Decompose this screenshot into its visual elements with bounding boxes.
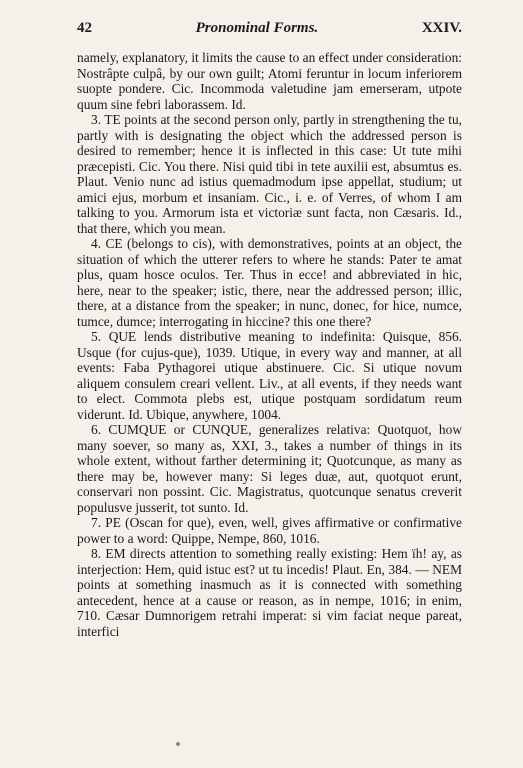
paragraph-continuation: namely, explanatory, it limits the cause to an effect under consideration: Nostrâpte culpâ, by our own guilt; Atomi feruntur in locum inferiorem suopte pondere. Cic. Incommoda valetudine jam emerseram, utpote quum sine febri laborassem. Id. — [77, 50, 462, 112]
paragraph-pe: 7. PE (Oscan for que), even, well, gives affirmative or confirmative power to a word: Quippe, Nempe, 860, 1016. — [77, 515, 462, 546]
paragraph-em: 8. EM directs attention to something really existing: Hem ïh! ay, as interjection: Hem, quid istuc est? ut tu incedis! Plaut. En, 384. — NEM points at something inasmuch as it is connected with something antecedent, hence at a cause or reason, as in nempe, 1016; in enim, 710. Cæsar Dumnorigem retrahi imperat: si vim faciat neque pareat, interfici — [77, 546, 462, 639]
body-text — [77, 50, 462, 639]
page-number: 42 — [77, 20, 92, 36]
page-speck — [176, 742, 180, 746]
paragraph-que: 5. QUE lends distributive meaning to indefinita: Quisque, 856. Usque (for cujus-que), 1039. Utique, in every way and manner, at all events: Faba Pythagorei utique abstinuere. Cic. Si utique novum aliquem consulem creari vellent. Liv., at all events, if they needs want to elect. Commota plebs est, utique postquam sordidatum reum viderunt. Id. Ubique, anywhere, 1004. — [77, 329, 462, 422]
paragraph-ce: 4. CE (belongs to cis), with demonstratives, points at an object, the situation of which the utterer refers to where he stands: Pater te amat plus, quam hosce oculos. Ter. Thus in ecce! and abbreviated in hic, here, near to the speaker; istic, there, near the addressed person; illic, there, at a distance from the speaker; in nunc, donec, for hice, numce, tumce, dumce; interrogating in hiccine? this one there? — [77, 236, 462, 329]
running-title: Pronominal Forms. — [195, 20, 319, 36]
running-header — [77, 20, 462, 44]
section-number: XXIV. — [421, 20, 462, 36]
page — [77, 20, 462, 639]
paragraph-cumque: 6. CUMQUE or CUNQUE, generalizes relativa: Quotquot, how many soever, so many as, XXI, 3., takes a number of things in its whole extent, without farther determining it; Quotcunque, as many as there may be, however many: Si leges duæ, aut, quotquot erunt, conservari non possint. Cic. Magistratus, quotcunque senatus creverit populusve jusserit, tot sunto. Id. — [77, 422, 462, 515]
paragraph-te: 3. TE points at the second person only, partly in strengthening the tu, partly with is designating the object which the addressed person is desired to remember; hence it is inflected in this case: Ut tute mihi præcepisti. Cic. You there. Nisi quid tibi in tete auxilii est, absumtus es. Plaut. Venio nunc ad istius quemadmodum ipse appellat, studium; ut amici ejus, morbum et insaniam. Cic., i. e. of Verres, of whom I am talking to you. Armorum ista et victoriæ sunt facta, non Cæsaris. Id., that there, which you mean. — [77, 112, 462, 236]
